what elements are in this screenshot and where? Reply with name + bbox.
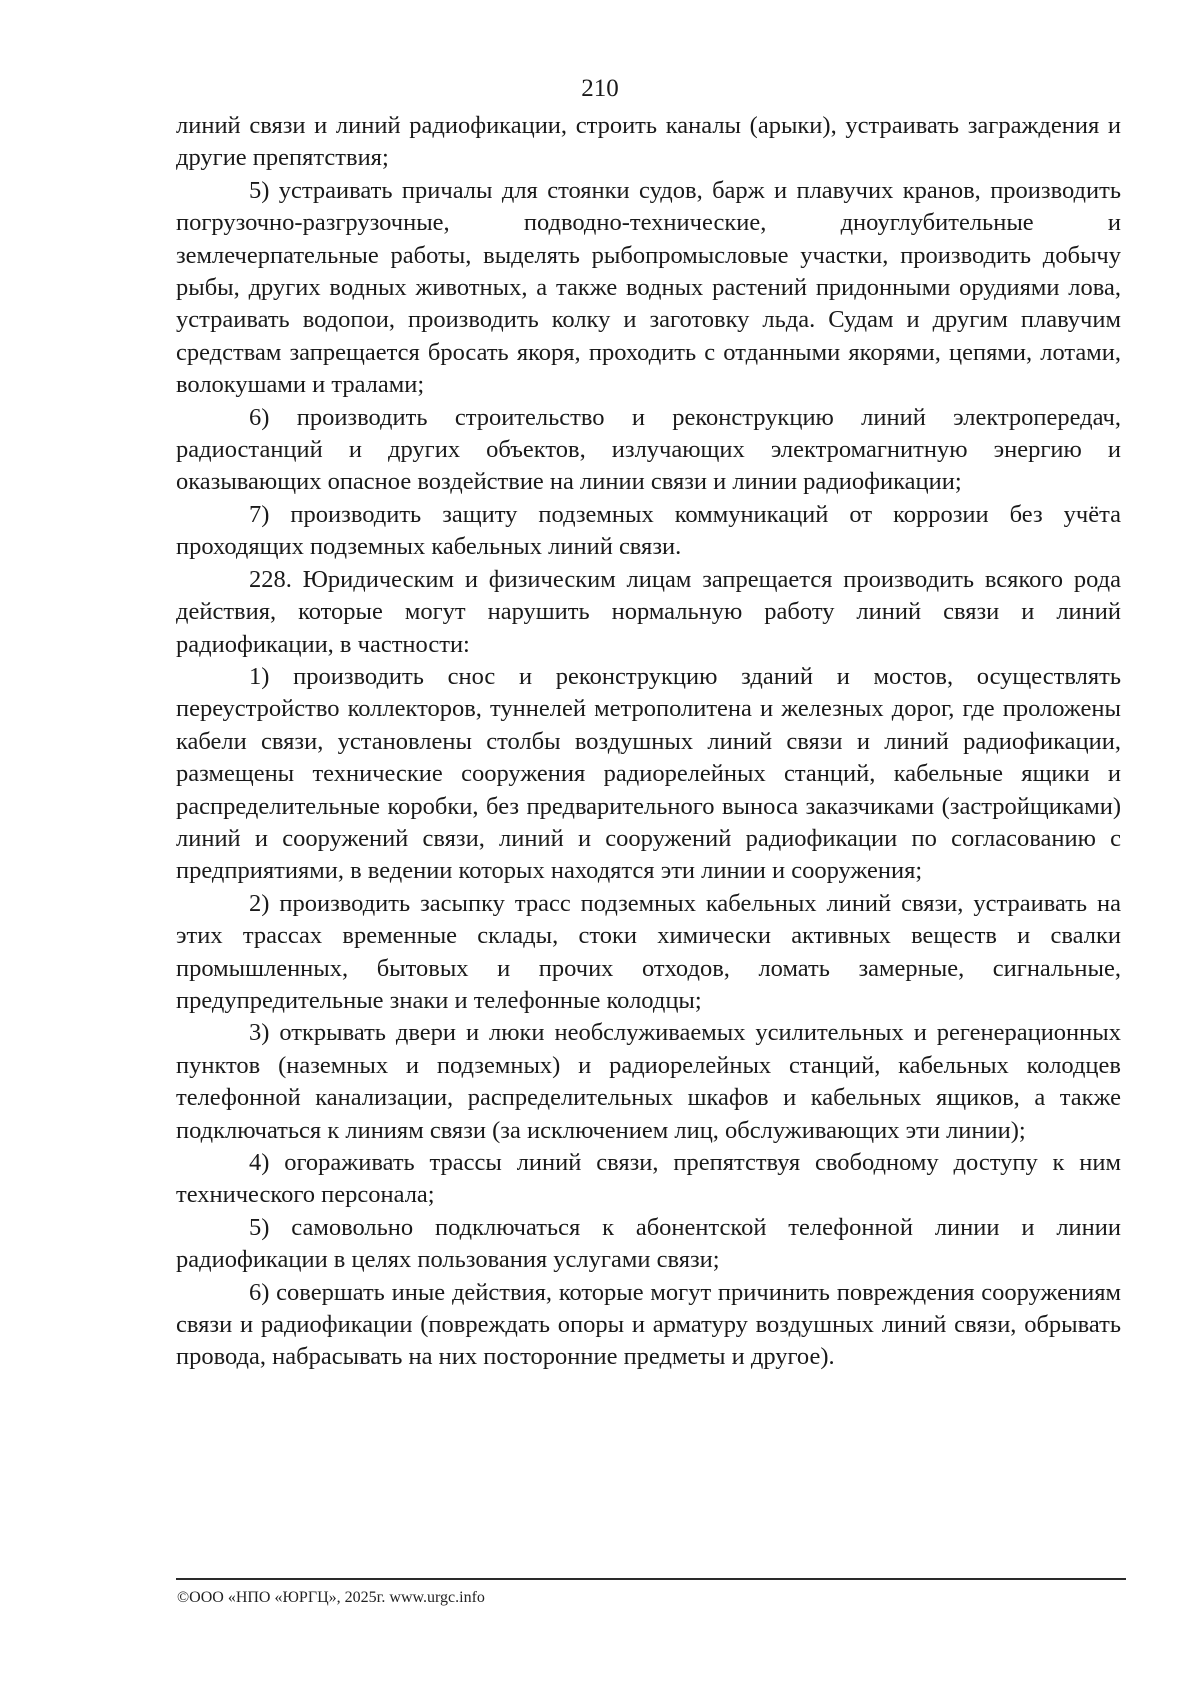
paragraph-clause-228: 228. Юридическим и физическим лицам запрещается производить всякого рода действия, которые могут нарушить нормальную работу линий связи и линий радиофикации, в частности:: [176, 565, 1121, 658]
paragraph-228-item-5: 5) самовольно подключаться к абонентской телефонной линии и линии радиофикации в целях пользования услугами связи;: [176, 1213, 1121, 1274]
paragraph-continuation: линий связи и линий радиофикации, строить каналы (арыки), устраивать заграждения и другие препятствия;: [176, 112, 1121, 172]
paragraph-item-6: 6) производить строительство и реконструкцию линий электропередач, радиостанций и других объектов, излучающих электромагнитную энергию и оказывающих опасное воздействие на линии связи и линии радиофикации;: [176, 403, 1121, 496]
paragraph-item-7: 7) производить защиту подземных коммуникаций от коррозии без учёта проходящих подземных кабельных линий связи.: [176, 500, 1121, 561]
paragraph-228-item-6: 6) совершать иные действия, которые могут причинить повреждения сооружениям связи и радиофикации (повреждать опоры и арматуру воздушных линий связи, обрывать провода, набрасывать на них посторонние предметы и другое).: [176, 1278, 1121, 1371]
paragraph-228-item-3: 3) открывать двери и люки необслуживаемых усилительных и регенерационных пунктов (наземных и подземных) и радиорелейных станций, кабельных колодцев телефонной канализации, распределительных шкафов и кабельных ящиков, а также подключаться к линиям связи (за исключением лиц, обслуживающих эти линии);: [176, 1019, 1121, 1144]
footer-copyright: ©ООО «НПО «ЮРГЦ», 2025г. www.urgc.info: [177, 1589, 485, 1606]
footer-divider: [176, 1578, 1126, 1580]
page-number: 210: [581, 75, 619, 102]
paragraph-228-item-2: 2) производить засыпку трасс подземных кабельных линий связи, устраивать на этих трассах временные склады, стоки химически активных веществ и свалки промышленных, бытовых и прочих отходов, ломать замерные, сигнальные, предупредительные знаки и телефонные колодцы;: [176, 889, 1121, 1014]
paragraph-item-5: 5) устраивать причалы для стоянки судов, барж и плавучих кранов, производить погрузочно-разгрузочные, подводно-технические, дноуглубительные и землечерпательные работы, выделять рыбопромысловые участки, производить добычу рыбы, других водных животных, а также водных растений придонными орудиями лова, устраивать водопои, производить колку и заготовку льда. Судам и другим плавучим средствам запрещается бросать якоря, проходить с отданными якорями, цепями, лотами, волокушами и тралами;: [176, 176, 1121, 399]
paragraph-228-item-1: 1) производить снос и реконструкцию зданий и мостов, осуществлять переустройство коллекторов, туннелей метрополитена и железных дорог, где проложены кабели связи, установлены столбы воздушных линий связи и линий радиофикации, размещены технические сооружения радиорелейных станций, кабельные ящики и распределительные коробки, без предварительного выноса заказчиками (застройщиками) линий и сооружений связи, линий и сооружений радиофикации по согласованию с предприятиями, в ведении которых находятся эти линии и сооружения;: [176, 662, 1121, 885]
paragraph-228-item-4: 4) огораживать трассы линий связи, препятствуя свободному доступу к ним технического персонала;: [176, 1149, 1121, 1209]
document-body: [176, 110, 1121, 1374]
